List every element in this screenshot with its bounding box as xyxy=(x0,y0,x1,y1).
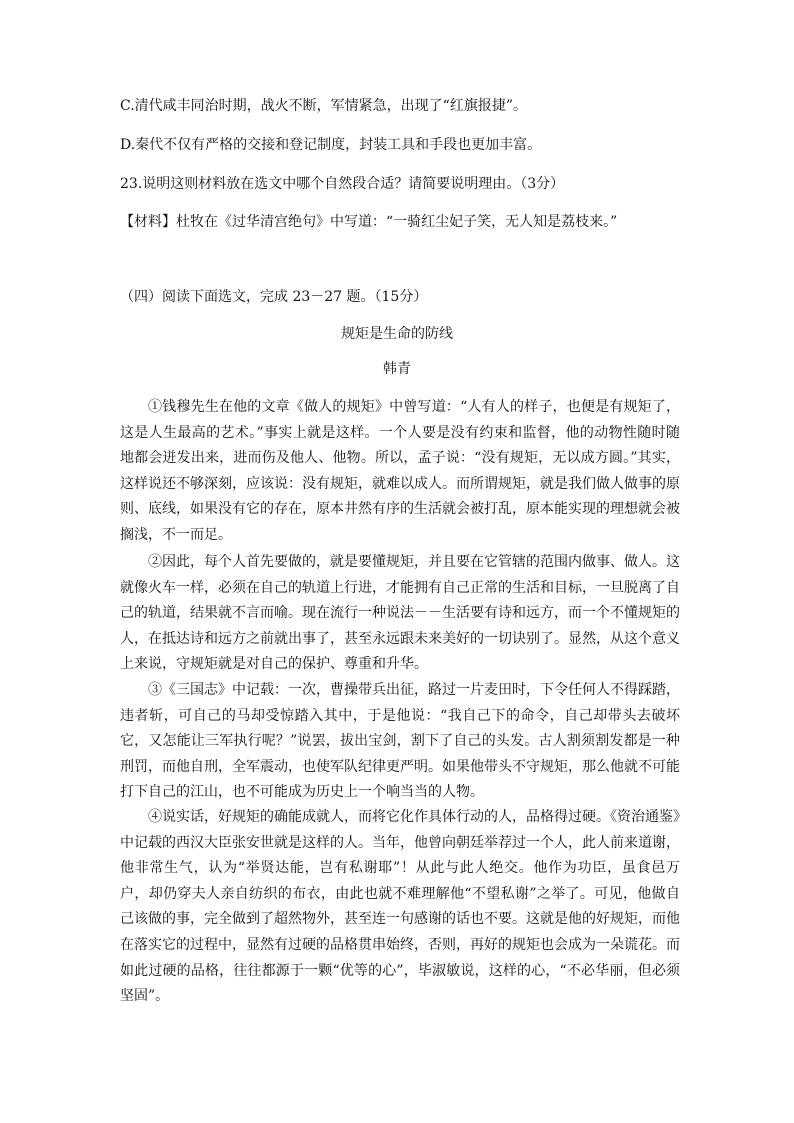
article-title: 规矩是生命的防线 xyxy=(341,326,453,342)
option-d: D.秦代不仅有严格的交接和登记制度，封装工具和手段也更加丰富。 xyxy=(120,137,542,153)
material-quote: 【材料】杜牧在《过华清宫绝句》中写道：“一骑红尘妃子笑，无人知是荔枝来。” xyxy=(120,214,618,230)
paragraph-2: ②因此，每个人首先要做的，就是要懂规矩，并且要在它管辖的范围内做事、做人。这就像火车一样，必须在自己的轨道上行进，才能拥有自己正常的生活和目标，一旦脱离了自己的轨道，结果就不言而喻。现在流行一种说法－－生活要有诗和远方，而一个不懂规矩的人，在抵达诗和远方之前就出事了，甚至永远跟未来美好的一切诀别了。显然，从这个意义上来说，守规矩就是对自己的保护、尊重和升华。 xyxy=(120,554,680,673)
article-author: 韩青 xyxy=(383,361,411,377)
paragraph-4: ④说实话，好规矩的确能成就人，而将它化作具体行动的人，品格得过硬。《资治通鉴》中记载的西汉大臣张安世就是这样的人。当年，他曾向朝廷举荐过一个人，此人前来道谢，他非常生气，认为“举贤达能，岂有私谢耶”！从此与此人绝交。他作为功臣，虽食邑万户，却仍穿夫人亲自纺织的布衣，由此也就不难理解他“不望私谢”之举了。可见，他做自己该做的事，完全做到了超然物外，甚至连一句感谢的话也不要。这就是他的好规矩，而他在落实它的过程中，显然有过硬的品格贯串始终，否则，再好的规矩也会成为一朵谎花。而如此过硬的品格，往往都源于一颗“优等的心”，毕淑敏说，这样的心，“不必华丽，但必须坚固”。 xyxy=(120,809,680,1005)
section-heading: （四）阅读下面选文，完成 23－27 题。（15分） xyxy=(120,289,428,305)
paragraph-1: ①钱穆先生在他的文章《做人的规矩》中曾写道：“人有人的样子，也便是有规矩了，这是人生最高的艺术。”事实上就是这样。一个人要是没有约束和监督，他的动物性随时随地都会迸发出来，进而伤及他人、他物。所以，孟子说：“没有规矩，无以成方圆。”其实，这样说还不够深刻，应该说：没有规矩，就难以成人。而所谓规矩，就是我们做人做事的原则、底线，如果没有它的存在，原本井然有序的生活就会被打乱，原本能实现的理想就会被搁浅，不一而足。 xyxy=(120,399,680,543)
option-c: C.清代咸丰同治时期，战火不断，军情紧急，出现了“红旗报捷”。 xyxy=(120,98,527,114)
paragraph-3: ③《三国志》中记载：一次，曹操带兵出征，路过一片麦田时，下令任何人不得踩踏，违者斩，可自己的马却受惊踏入其中，于是他说：“我自己下的命令，自己却带头去破坏它，又怎能让三军执行呢？”说罢，拔出宝剑，割下了自己的头发。古人割须割发都是一种刑罚，而他自刑，全军震动，也使军队纪律更严明。如果他带头不守规矩，那么他就不可能打下自己的江山，也不可能成为历史上一个响当当的人物。 xyxy=(120,682,680,801)
question-23: 23.说明这则材料放在选文中哪个自然段合适？请简要说明理由。（3分） xyxy=(120,176,565,192)
